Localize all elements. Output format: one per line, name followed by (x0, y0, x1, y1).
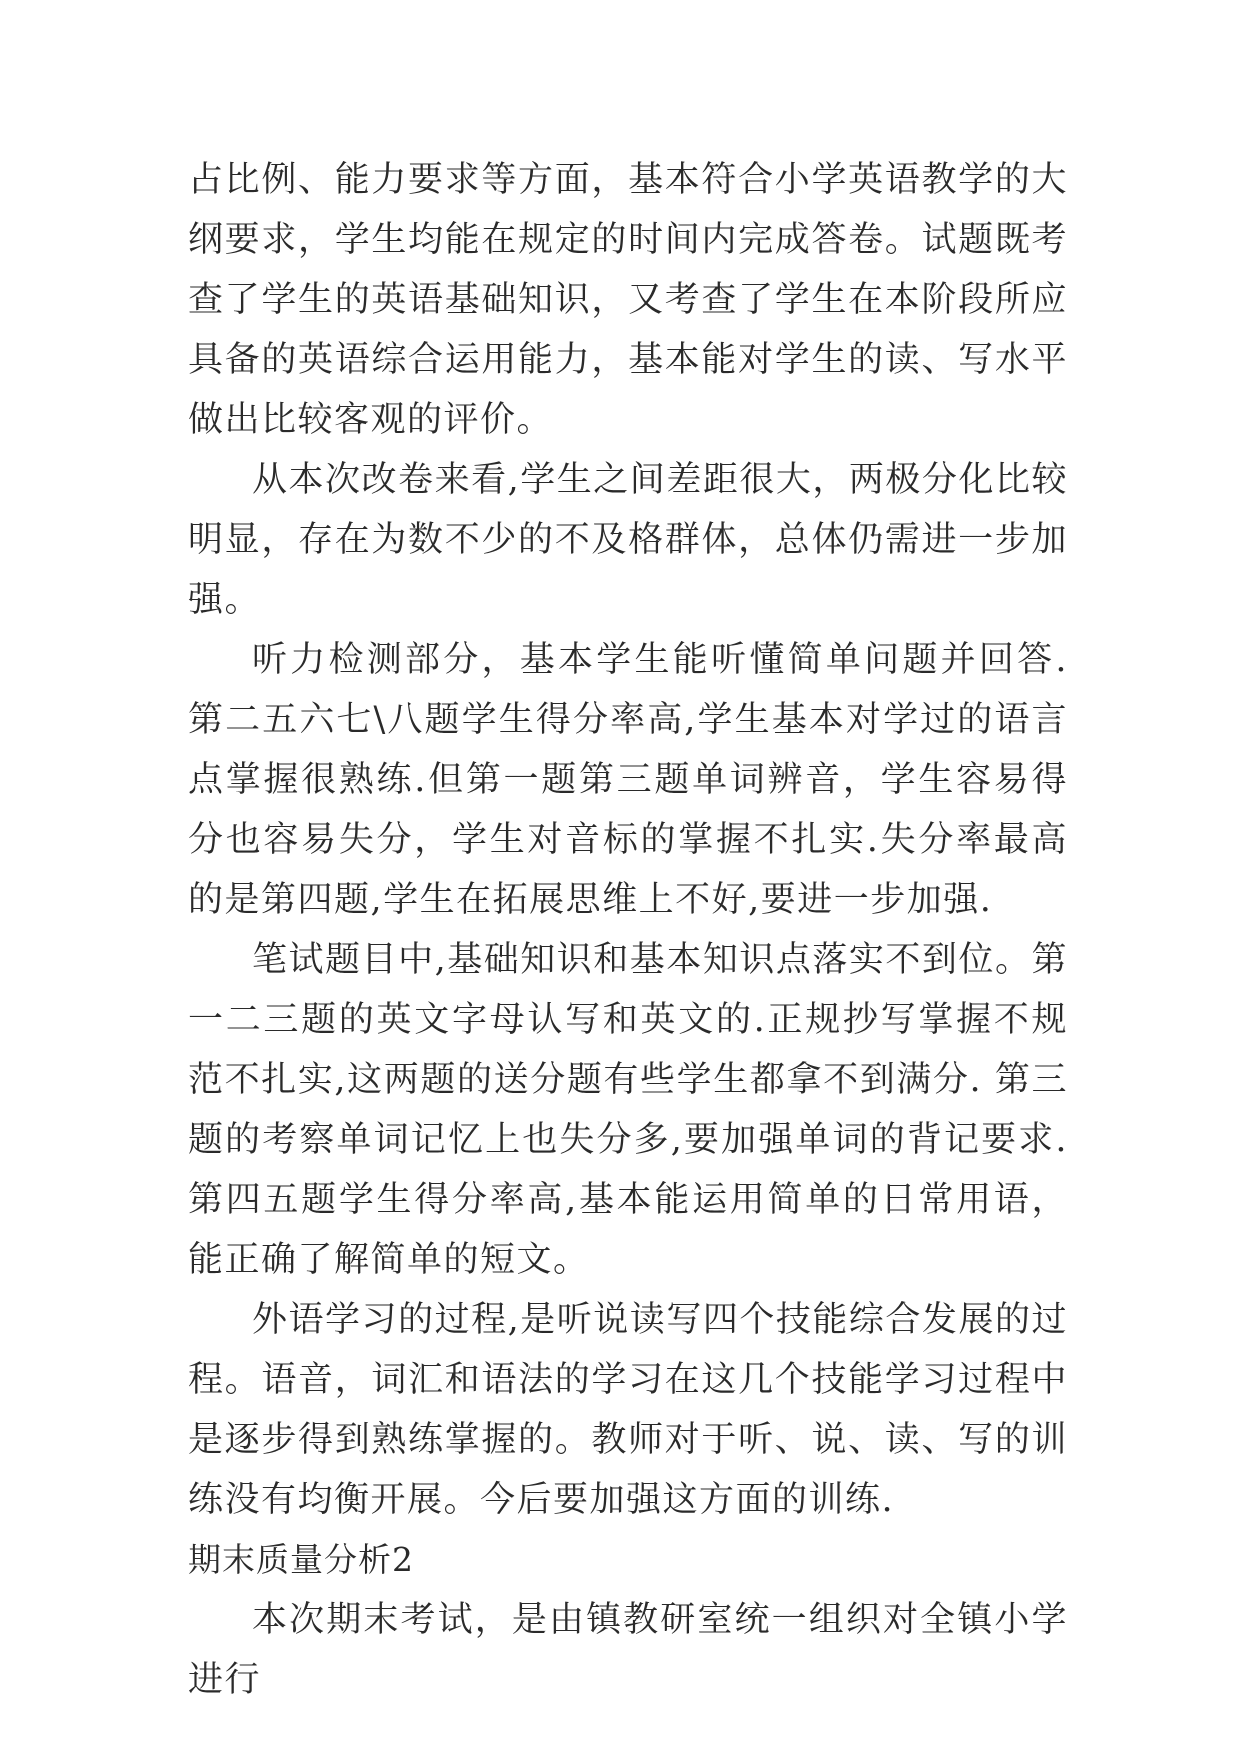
paragraph-listening-section: 听力检测部分，基本学生能听懂简单问题并回答. 第二五六七\八题学生得分率高,学生基本对学过的语言点掌握很熟练.但第一题第三题单词辨音，学生容易得分也容易失分，学生对音标的掌握不扎实.失分率最高的是第四题,学生在拓展思维上不好,要进一步加强. (188, 640, 1068, 920)
paragraph-second-analysis-start: 本次期末考试，是由镇教研室统一组织对全镇小学进行 (188, 1600, 1068, 1700)
paragraph-grading-observation: 从本次改卷来看,学生之间差距很大，两极分化比较明显，存在为数不少的不及格群体，总体仍需进一步加强。 (188, 460, 1068, 620)
section-heading: 期末质量分析2 (188, 1540, 414, 1579)
paragraph-written-section: 笔试题目中,基础知识和基本知识点落实不到位。第一二三题的英文字母认写和英文的.正规抄写掌握不规范不扎实,这两题的送分题有些学生都拿不到满分. 第三题的考察单词记忆上也失分多,要加强单词的背记要求.第四五题学生得分率高,基本能运用简单的日常用语，能正确了解简单的短文。 (188, 940, 1068, 1280)
paragraph-exam-overview: 占比例、能力要求等方面，基本符合小学英语教学的大纲要求，学生均能在规定的时间内完成答卷。试题既考查了学生的英语基础知识，又考查了学生在本阶段所应具备的英语综合运用能力，基本能对学生的读、写水平做出比较客观的评价。 (188, 160, 1068, 440)
document-body (188, 150, 1068, 1710)
paragraph-language-learning: 外语学习的过程,是听说读写四个技能综合发展的过程。语音，词汇和语法的学习在这几个技能学习过程中是逐步得到熟练掌握的。教师对于听、说、读、写的训练没有均衡开展。今后要加强这方面的训练. (188, 1300, 1068, 1520)
